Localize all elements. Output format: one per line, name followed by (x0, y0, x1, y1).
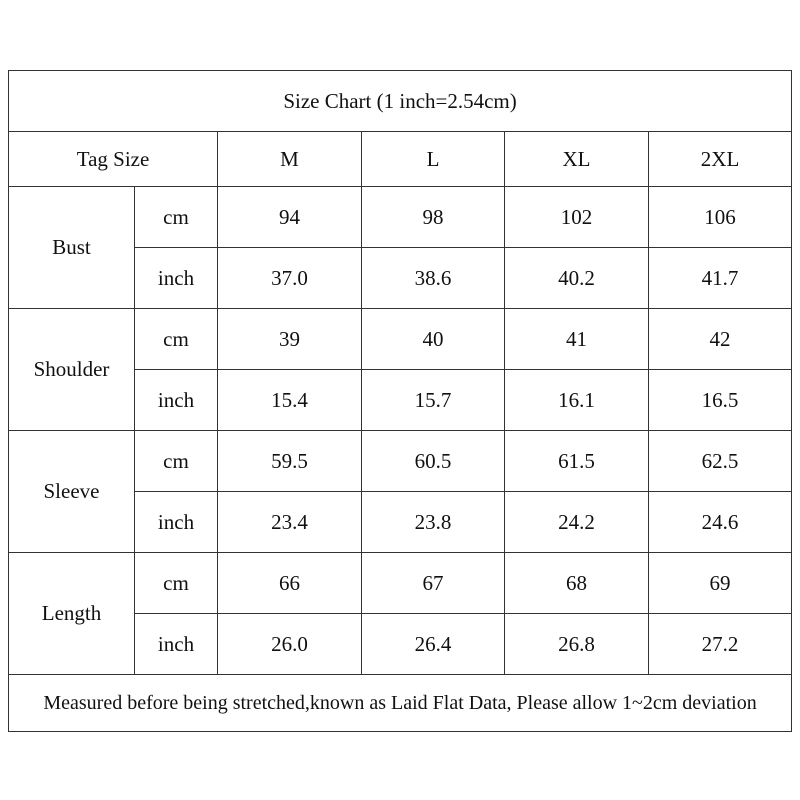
table-cell: 23.8 (362, 492, 505, 553)
table-cell: 106 (649, 187, 792, 248)
unit-label-inch: inch (135, 370, 218, 431)
unit-label-inch: inch (135, 492, 218, 553)
unit-label-cm: cm (135, 431, 218, 492)
size-header-xl: XL (505, 132, 649, 187)
table-cell: 41.7 (649, 248, 792, 309)
size-header-2xl: 2XL (649, 132, 792, 187)
title-row (9, 71, 792, 132)
table-row (9, 431, 792, 492)
table-cell: 39 (218, 309, 362, 370)
table-cell: 62.5 (649, 431, 792, 492)
table-cell: 16.1 (505, 370, 649, 431)
table-cell: 27.2 (649, 614, 792, 675)
table-cell: 42 (649, 309, 792, 370)
unit-label-inch: inch (135, 248, 218, 309)
unit-label-inch: inch (135, 614, 218, 675)
size-header-m: M (218, 132, 362, 187)
deviation-note: Measured before being stretched,known as Laid Flat Data, Please allow 1~2cm deviation (9, 675, 792, 732)
unit-label-cm: cm (135, 187, 218, 248)
table-cell: 41 (505, 309, 649, 370)
table-cell: 15.7 (362, 370, 505, 431)
table-row (9, 187, 792, 248)
table-cell: 60.5 (362, 431, 505, 492)
table-cell: 16.5 (649, 370, 792, 431)
table-row (9, 553, 792, 614)
table-cell: 26.8 (505, 614, 649, 675)
table-cell: 15.4 (218, 370, 362, 431)
table-cell: 24.2 (505, 492, 649, 553)
table-cell: 68 (505, 553, 649, 614)
size-chart-sheet (8, 70, 791, 738)
table-cell: 40 (362, 309, 505, 370)
unit-label-cm: cm (135, 553, 218, 614)
chart-title: Size Chart (1 inch=2.54cm) (9, 71, 792, 132)
table-cell: 23.4 (218, 492, 362, 553)
measure-label-sleeve: Sleeve (9, 431, 135, 553)
size-header-l: L (362, 132, 505, 187)
tag-size-header: Tag Size (9, 132, 218, 187)
note-row (9, 675, 792, 732)
table-cell: 61.5 (505, 431, 649, 492)
header-row (9, 132, 792, 187)
table-cell: 59.5 (218, 431, 362, 492)
table-cell: 40.2 (505, 248, 649, 309)
table-cell: 26.0 (218, 614, 362, 675)
table-cell: 67 (362, 553, 505, 614)
table-cell: 69 (649, 553, 792, 614)
table-cell: 26.4 (362, 614, 505, 675)
table-cell: 24.6 (649, 492, 792, 553)
table-cell: 98 (362, 187, 505, 248)
measure-label-length: Length (9, 553, 135, 675)
size-chart-table (8, 70, 792, 732)
table-cell: 94 (218, 187, 362, 248)
table-cell: 37.0 (218, 248, 362, 309)
unit-label-cm: cm (135, 309, 218, 370)
table-row (9, 309, 792, 370)
table-cell: 102 (505, 187, 649, 248)
table-cell: 38.6 (362, 248, 505, 309)
measure-label-bust: Bust (9, 187, 135, 309)
measure-label-shoulder: Shoulder (9, 309, 135, 431)
table-cell: 66 (218, 553, 362, 614)
